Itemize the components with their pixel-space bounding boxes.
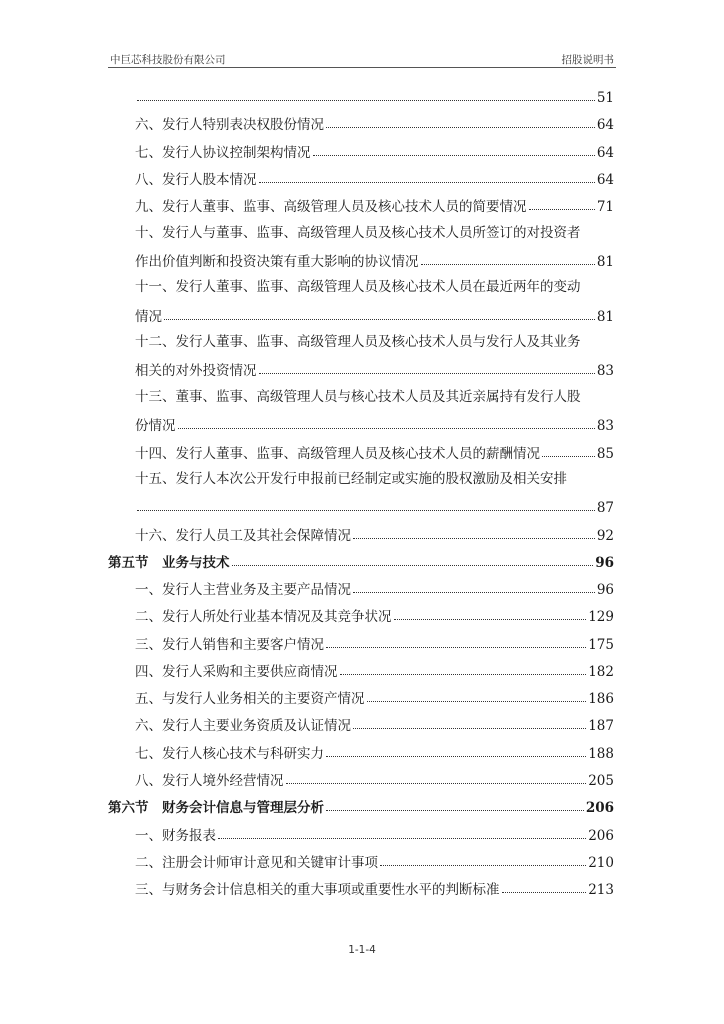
toc-entry-title: 三、发行人销售和主要客户情况 xyxy=(135,637,324,653)
toc-entry[interactable] xyxy=(135,193,614,215)
header-divider xyxy=(108,67,616,68)
toc-dot-leader xyxy=(529,209,595,210)
toc-page-number: 175 xyxy=(588,637,614,653)
toc-section-heading[interactable] xyxy=(108,549,614,571)
toc-page-number: 64 xyxy=(596,172,614,188)
toc-entry-title: 一、发行人主营业务及主要产品情况 xyxy=(135,582,351,598)
toc-entry[interactable] xyxy=(135,303,614,325)
toc-dot-leader xyxy=(542,456,595,457)
toc-dot-leader xyxy=(286,783,587,784)
toc-entry-title: 八、发行人境外经营情况 xyxy=(135,773,284,789)
toc-dot-leader xyxy=(340,674,587,675)
toc-dot-leader xyxy=(380,865,586,866)
toc-entry[interactable] xyxy=(135,166,614,188)
toc-page-number: 187 xyxy=(588,718,614,734)
toc-entry[interactable] xyxy=(135,685,614,707)
toc-page-number: 213 xyxy=(588,882,614,898)
toc-dot-leader xyxy=(394,619,587,620)
toc-entry[interactable] xyxy=(135,248,614,270)
toc-entry-title: 五、与发行人业务相关的主要资产情况 xyxy=(135,691,365,707)
page-footer-number: 1-1-4 xyxy=(348,944,376,956)
toc-page-number: 96 xyxy=(596,582,614,598)
toc-page-number: 205 xyxy=(588,773,614,789)
toc-entry[interactable] xyxy=(135,767,614,789)
header-company-name: 中巨芯科技股份有限公司 xyxy=(110,54,226,66)
toc-dot-leader xyxy=(353,538,595,539)
toc-entry-title: 份情况 xyxy=(135,418,176,434)
toc-entry[interactable] xyxy=(135,330,614,352)
toc-entry-title: 第五节 业务与技术 xyxy=(108,555,230,571)
toc-page-number: 92 xyxy=(596,528,614,544)
toc-entry[interactable] xyxy=(135,357,614,379)
toc-dot-leader xyxy=(178,428,595,429)
toc-entry[interactable] xyxy=(135,84,614,106)
toc-page-number: 64 xyxy=(596,145,614,161)
toc-dot-leader xyxy=(326,127,595,128)
toc-dot-leader xyxy=(367,701,587,702)
toc-page-number: 206 xyxy=(585,800,614,816)
toc-dot-leader xyxy=(326,647,586,648)
toc-entry-title: 作出价值判断和投资决策有重大影响的协议情况 xyxy=(135,254,419,270)
toc-entry-title: 八、发行人股本情况 xyxy=(135,172,257,188)
toc-entry-title: 十一、发行人董事、监事、高级管理人员及核心技术人员在最近两年的变动 xyxy=(135,279,581,295)
toc-entry-title: 七、发行人核心技术与科研实力 xyxy=(135,746,324,762)
toc-dot-leader xyxy=(232,565,594,566)
toc-entry[interactable] xyxy=(135,412,614,434)
toc-page-number: 188 xyxy=(588,746,614,762)
toc-dot-leader xyxy=(259,182,595,183)
toc-dot-leader xyxy=(164,319,595,320)
toc-entry-title: 四、发行人采购和主要供应商情况 xyxy=(135,664,338,680)
toc-entry[interactable] xyxy=(135,139,614,161)
toc-entry-title: 六、发行人特别表决权股份情况 xyxy=(135,117,324,133)
toc-page-number: 206 xyxy=(588,828,614,844)
toc-page-number: 81 xyxy=(596,254,614,270)
toc-dot-leader xyxy=(259,373,595,374)
toc-entry-title: 情况 xyxy=(135,309,162,325)
toc-entry[interactable] xyxy=(135,822,614,844)
toc-dot-leader xyxy=(137,510,595,511)
toc-entry[interactable] xyxy=(135,603,614,625)
toc-page-number: 87 xyxy=(596,500,614,516)
toc-dot-leader xyxy=(326,756,586,757)
toc-page-number: 129 xyxy=(588,609,614,625)
toc-entry-title: 三、与财务会计信息相关的重大事项或重要性水平的判断标准 xyxy=(135,882,500,898)
toc-page-number: 71 xyxy=(596,199,614,215)
toc-page-number: 83 xyxy=(596,363,614,379)
toc-section-heading[interactable] xyxy=(108,794,614,816)
toc-entry-title: 二、注册会计师审计意见和关键审计事项 xyxy=(135,855,378,871)
toc-page-number: 85 xyxy=(596,446,614,462)
toc-entry[interactable] xyxy=(135,440,614,462)
toc-entry-title: 十四、发行人董事、监事、高级管理人员及核心技术人员的薪酬情况 xyxy=(135,446,540,462)
toc-entry-title: 第六节 财务会计信息与管理层分析 xyxy=(108,800,324,816)
toc-entry[interactable] xyxy=(135,876,614,898)
toc-entry[interactable] xyxy=(135,576,614,598)
toc-page-number: 186 xyxy=(588,691,614,707)
toc-entry[interactable] xyxy=(135,712,614,734)
toc-entry-title: 十五、发行人本次公开发行申报前已经制定或实施的股权激励及相关安排 xyxy=(135,471,567,487)
toc-entry-title: 九、发行人董事、监事、高级管理人员及核心技术人员的简要情况 xyxy=(135,199,527,215)
toc-entry-title: 十、发行人与董事、监事、高级管理人员及核心技术人员所签订的对投资者 xyxy=(135,225,581,241)
toc-entry-title: 一、财务报表 xyxy=(135,828,216,844)
toc-entry[interactable] xyxy=(135,467,614,489)
toc-dot-leader xyxy=(313,155,595,156)
page-header xyxy=(108,52,616,68)
toc-dot-leader xyxy=(502,892,587,893)
toc-entry[interactable] xyxy=(135,658,614,680)
toc-dot-leader xyxy=(421,264,595,265)
toc-page-number: 182 xyxy=(588,664,614,680)
toc-entry[interactable] xyxy=(135,740,614,762)
toc-entry-title: 十二、发行人董事、监事、高级管理人员及核心技术人员与发行人及其业务 xyxy=(135,334,581,350)
toc-page-number: 64 xyxy=(596,117,614,133)
toc-entry[interactable] xyxy=(135,522,614,544)
toc-entry-title: 十三、董事、监事、高级管理人员与核心技术人员及其近亲属持有发行人股 xyxy=(135,389,581,405)
toc-dot-leader xyxy=(326,810,584,811)
toc-dot-leader xyxy=(137,100,595,101)
toc-entry[interactable] xyxy=(135,221,614,243)
toc-dot-leader xyxy=(353,592,595,593)
toc-entry-title: 二、发行人所处行业基本情况及其竞争状况 xyxy=(135,609,392,625)
toc-page-number: 210 xyxy=(588,855,614,871)
toc-page-number: 51 xyxy=(596,90,614,106)
toc-entry[interactable] xyxy=(135,275,614,297)
toc-entry-title: 六、发行人主要业务资质及认证情况 xyxy=(135,718,351,734)
toc-dot-leader xyxy=(218,838,586,839)
toc-page-number: 96 xyxy=(595,555,614,571)
toc-page-number: 83 xyxy=(596,418,614,434)
header-document-type: 招股说明书 xyxy=(561,54,614,66)
toc-entry-title: 七、发行人协议控制架构情况 xyxy=(135,145,311,161)
toc-dot-leader xyxy=(353,728,586,729)
toc-entry[interactable] xyxy=(135,849,614,871)
toc-entry[interactable] xyxy=(135,385,614,407)
toc-page-number: 81 xyxy=(596,309,614,325)
toc-entry-title: 相关的对外投资情况 xyxy=(135,363,257,379)
toc-entry[interactable] xyxy=(135,631,614,653)
toc-entry[interactable] xyxy=(135,111,614,133)
toc-entry-title: 十六、发行人员工及其社会保障情况 xyxy=(135,528,351,544)
toc-entry[interactable] xyxy=(135,494,614,516)
